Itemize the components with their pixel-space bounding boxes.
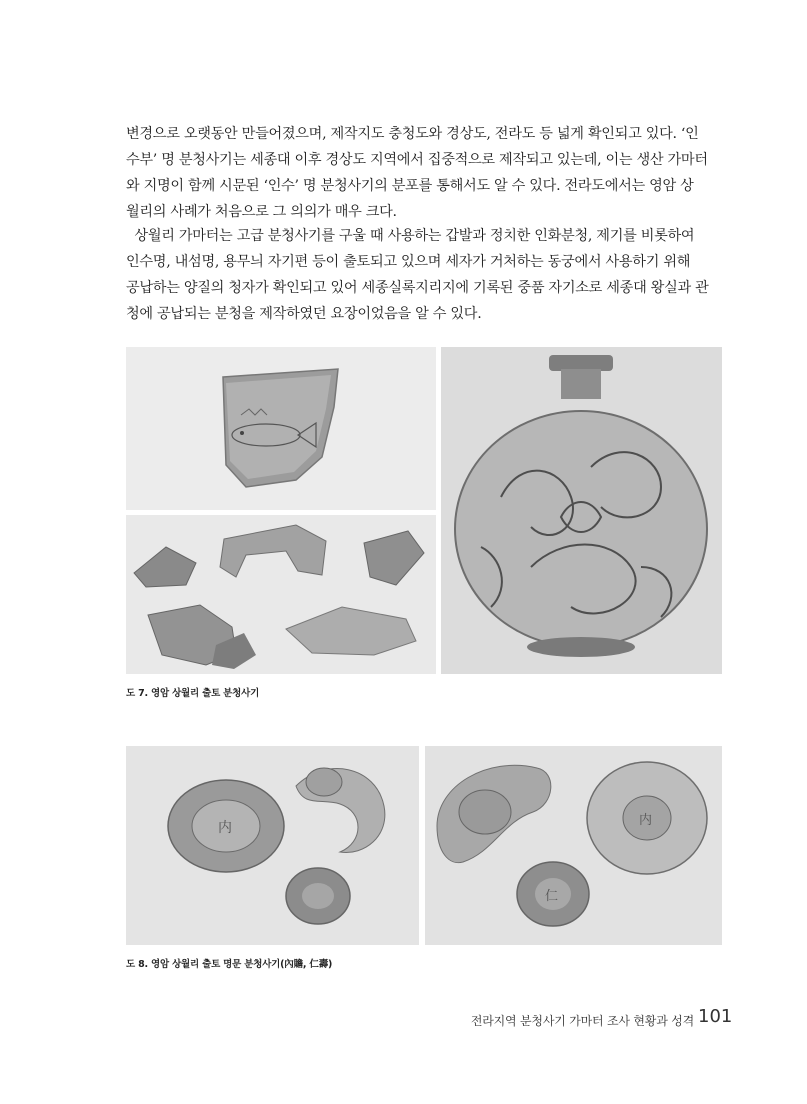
svg-text:仁: 仁 (545, 889, 559, 904)
figure-7-caption: 도 7. 영암 상월리 출토 분청사기 (126, 688, 260, 699)
running-title: 전라지역 분청사기 가마터 조사 현황과 성격 (470, 1014, 694, 1028)
photo-buncheong-bottle (441, 347, 722, 674)
paragraph-2 (126, 223, 726, 327)
photo-inscribed-bowl-bases-right (425, 746, 722, 945)
svg-text:内: 内 (639, 813, 653, 828)
text-line: 인수명, 내섬명, 용무늬 자기편 등이 출토되고 있으며 세자가 거처하는 동궁에서 사용하기 위해 (126, 254, 691, 270)
text-line: 와 지명이 함께 시문된 ‘인수’ 명 분청사기의 분포를 통해서도 알 수 있다. 전라도에서는 영암 상 (126, 178, 694, 194)
svg-text:内: 内 (218, 820, 232, 836)
photo-sherds-group (126, 515, 436, 674)
text-line: 변경으로 오랫동안 만들어졌으며, 제작지도 충청도와 경상도, 전라도 등 넓게 확인되고 있다. ‘인 (126, 126, 699, 142)
photo-inscribed-bowl-bases-left (126, 746, 419, 945)
text-line: 공납하는 양질의 청자가 확인되고 있어 세종실록지리지에 기록된 중품 자기소로 세종대 왕실과 관 (126, 280, 709, 296)
text-line: 상월리 가마터는 고급 분청사기를 구울 때 사용하는 갑발과 정치한 인화분청, 제기를 비롯하여 (126, 228, 695, 244)
paragraph-1 (126, 121, 726, 225)
page-number: 101 (698, 1006, 733, 1027)
photo-fish-sherd (126, 347, 436, 510)
text-line: 청에 공납되는 분청을 제작하였던 요장이었음을 알 수 있다. (126, 306, 482, 322)
text-line: 수부’ 명 분청사기는 세종대 이후 경상도 지역에서 집중적으로 제작되고 있는데, 이는 생산 가마터 (126, 152, 708, 168)
figure-8-caption: 도 8. 영암 상월리 출토 명문 분청사기(內贍, 仁壽) (126, 959, 333, 970)
text-line: 월리의 사례가 처음으로 그 의의가 매우 크다. (126, 204, 397, 220)
